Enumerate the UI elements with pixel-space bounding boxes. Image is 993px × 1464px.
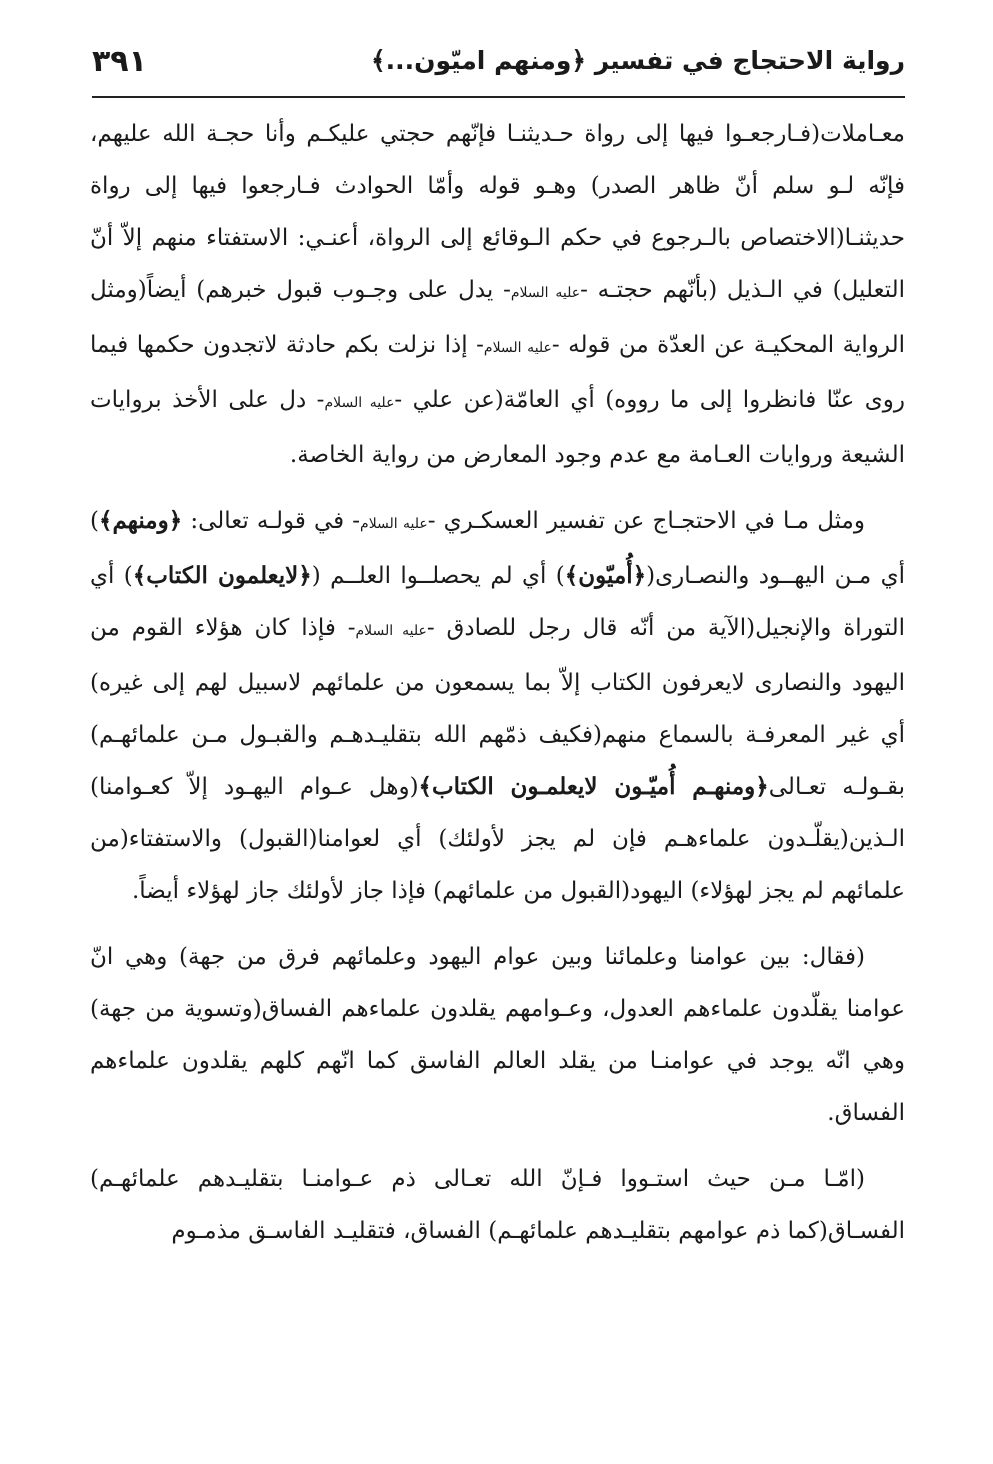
quranic-quote: ﴿أُميّون﴾ (564, 562, 647, 589)
paragraph-3 (90, 931, 905, 1139)
text-run: (وهل عـوام اليهـود إلاّ كعـوامنا) الـذين(يقلّـدون علماءهـم فإن لم يجز لأولئك) أي لعوامنا(القبول) والاستفتاء(من علمائهم لم يجز لهؤلاء) اليهود(القبول من علمائهم) فإذا جاز لأولئك جاز لهؤلاء أيضاً. (90, 774, 905, 904)
honorific-blessing: عليه السلام (483, 340, 552, 356)
text-run: (فقال: بين عوامنا وعلمائنا وبين عوام اليهود وعلمائهم فرق من جهة) وهي انّ عوامنا يقلّدون علماءهم العدول، وعـوامهم يقلدون علماءهم الفساق(وتسوية من جهة) وهي انّه يوجد في عوامنـا من يقلد العالم الفاسق كما انّهم كلهم يقلدون علماءهم الفساق. (90, 944, 905, 1126)
text-run: - دل على الأخذ بروايات الشيعة وروايات العـامة مع عدم وجود المعارض من رواية الخاصة. (90, 387, 905, 468)
quranic-quote: ﴿ومنهم﴾ (98, 507, 183, 534)
honorific-blessing: عليه السلام (510, 285, 581, 301)
page-header (92, 40, 905, 98)
page-number: ٣٩١ (92, 44, 147, 79)
text-run: ) أي التوراة والإنجيل(الآية من أنّه قال رجل للصادق - (90, 563, 905, 641)
text-run: - إذا نزلت بكم حادثة لاتجدون حكمها فيما روى عنّا فانظروا إلى ما رووه) أي العامّة(عن علي - (90, 332, 905, 413)
paragraph-2 (90, 495, 905, 917)
text-run: - يدل على وجـوب قبول خبرهم) أيضاً(ومثل الرواية المحكيـة عن العدّة من قوله - (90, 277, 905, 358)
text-run: (امّـا مـن حيث استـووا فـإنّ الله تعـالى ذم عـوامنـا بتقليـدهم علمائهـم) الفسـاق(كما ذم عوامهم بتقليـدهم علمائهـم) الفساق، فتقليـد الفاسـق مذمـوم (90, 1166, 905, 1244)
honorific-blessing: عليه السلام (355, 623, 427, 639)
text-run: معـاملات(فـارجعـوا فيها إلى رواة حـديثنـا فإنّهم حجتي عليكـم وأنا حجـة الله عليهم، فإنّه لـو سلم أنّ ظاهر الصدر) وهـو قوله وأمّا الحوادث فـارجعوا فيها إلى رواة حديثنـا(الاختصاص بالـرجوع في حكم الـوقائع إلى الرواة، أعنـي: الاستفتاء منهم إلاّ أنّ التعليل) في الـذيل (بأنّهم حجتـه - (90, 121, 906, 303)
text-run: ) أي لم يحصلــوا العلــم ( (311, 563, 565, 589)
body-text (90, 108, 905, 1271)
text-run: ومثل مـا في الاحتجـاج عن تفسير العسكـري - (427, 508, 865, 534)
text-run: - في قولـه تعالى: (182, 508, 361, 534)
paragraph-4 (90, 1153, 905, 1257)
honorific-blessing: عليه السلام (324, 395, 395, 411)
paragraph-1 (90, 108, 905, 481)
running-title: رواية الاحتجاج في تفسير ﴿ومنهم اميّون...﴾ (370, 46, 905, 75)
text-run: ) أي مـن اليهــود والنصـارى( (90, 508, 905, 589)
quranic-quote: ﴿ومنهـم أُميّـون لايعلمـون الكتاب﴾ (418, 773, 769, 800)
honorific-blessing: عليه السلام (360, 516, 428, 532)
text-run: - فإذا كان هؤلاء القوم من اليهود والنصارى لايعرفون الكتاب إلاّ بما يسمعون من علمائهم لاسبيل لهم إلى غيره) أي غير المعرفـة بالسماع منهم(فكيف ذمّهم الله بتقليـدهـم والقبـول مـن علمائهـم) بقـولـه تعـالى (90, 615, 906, 800)
quranic-quote: ﴿لايعلمون الكتاب﴾ (132, 562, 312, 589)
